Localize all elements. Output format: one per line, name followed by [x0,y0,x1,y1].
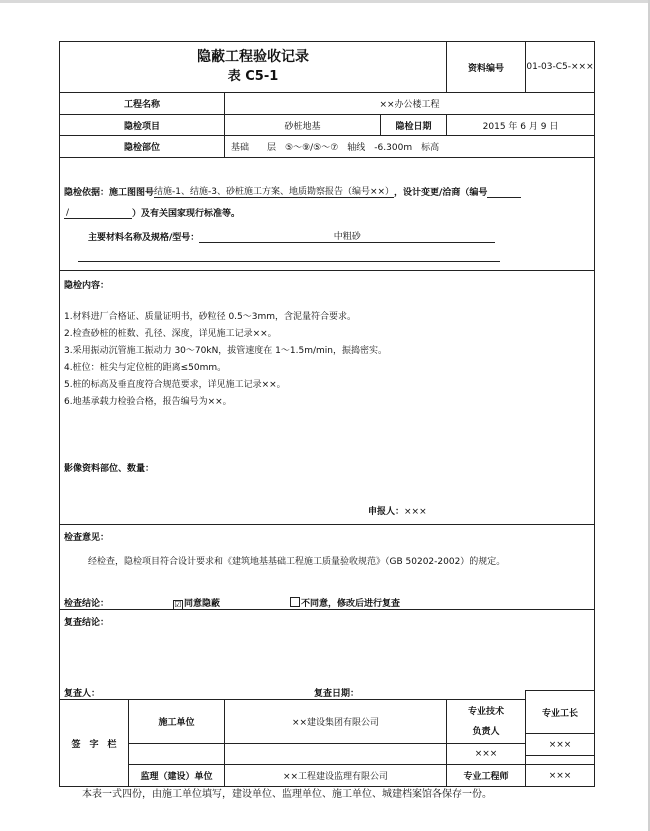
engineer-value: ××× [526,765,595,787]
opinion-label: 检查意见： [64,533,110,543]
basis-drawing-value: 结施-1、结施-3、砂桩施工方案、地质勘察报告（编号××） [154,184,394,198]
form-title-cell [60,42,447,93]
review-section [60,610,595,700]
form-title: 隐蔽工程验收记录 [197,49,309,65]
inspection-item-label: 隐检项目 [60,115,225,136]
reporter-label: 申报人： [368,507,405,517]
image-info-label: 影像资料部位、数量： [64,464,155,474]
inspection-part-label: 隐检部位 [60,136,225,158]
content-item-5: 5.桩的标高及垂直度符合规范要求，详见施工记录××。 [64,380,286,390]
acceptance-record-form [59,41,595,787]
material-label: 主要材料名称及规格/型号： [88,233,200,243]
supervision-unit-value: ××工程建设监理有限公司 [225,765,447,787]
tech-lead-label [447,700,526,744]
material-extra-line [78,261,500,262]
doc-no-label: 资料编号 [447,42,526,93]
review-date-label: 复查日期： [314,689,360,699]
foreman-value: ××× [525,733,595,756]
inspection-item-value: 砂桩地基 [225,115,381,136]
opinion-text: 经检查，隐检项目符合设计要求和《建筑地基基础工程施工质量验收规范》（GB 50202-2002）的规定。 [88,557,506,567]
construction-unit-label: 施工单位 [129,700,225,744]
footnote: 本表一式四份，由施工单位填写，建设单位、监理单位、施工单位、城建档案馆各保存一份。 [82,789,492,800]
content-item-1: 1.材料进厂合格证、质量证明书，砂粒径 0.5～3mm，含泥量符合要求。 [64,312,357,322]
content-item-3: 3.采用振动沉管施工振动力 30～70kN，拔管速度在 1～1.5m/min，振捣密实。 [64,346,387,356]
basis-change-value: / [64,208,132,219]
signature-section-label: 签 字 栏 [60,700,129,787]
doc-no-value: 01-03-C5-××× [526,42,595,93]
inspection-date-value: 2015 年 6 月 9 日 [447,115,595,136]
construction-unit-value: ××建设集团有限公司 [225,700,447,744]
conclusion-label: 检查结论： [64,599,110,609]
engineer-label: 专业工程师 [447,765,526,787]
inspection-part-value: 基础 层 ⑤～⑨/⑤～⑦ 轴线 -6.300m 标高 [225,136,595,158]
basis-section [60,158,595,271]
disagree-label: 不同意，修改后进行复查 [301,599,401,609]
basis-standard-text: ）及有关国家现行标准等。 [132,209,241,219]
supervision-unit-label: 监理（建设）单位 [129,765,225,787]
basis-change-blank [487,187,521,198]
content-item-4: 4.桩位：桩尖与定位桩的距离≤50mm。 [64,363,227,373]
disagree-checkbox[interactable] [290,597,300,607]
reviewer-label: 复查人： [64,689,101,699]
basis-change-label: ，设计变更/洽商（编号 [394,188,488,198]
content-item-2: 2.检查砂桩的桩数、孔径、深度，详见施工记录××。 [64,329,277,339]
tech-lead-label-text: 专业技术负责人 [467,706,504,737]
review-label: 复查结论： [64,618,110,628]
project-name-label: 工程名称 [60,93,225,115]
material-value: 中粗砂 [199,229,495,243]
foreman-label: 专业工长 [525,690,595,734]
tech-lead-value: ××× [447,744,526,765]
project-name-value: ××办公楼工程 [225,93,595,115]
content-label: 隐检内容： [64,281,110,291]
reporter-value: ××× [404,507,427,517]
content-item-6: 6.地基承载力检验合格，报告编号为××。 [64,397,232,407]
opinion-section [60,525,595,610]
foreman-column [525,690,594,777]
inspection-date-label: 隐检日期 [381,115,447,136]
agree-label: 同意隐蔽 [184,599,221,609]
form-subtitle: 表 C5-1 [227,69,279,84]
content-section [60,271,595,525]
construction-unit-value-cont [225,744,447,765]
basis-label: 隐检依据：施工图图号 [64,188,155,198]
page-top-edge [0,0,650,3]
agree-checkbox[interactable]: ☑ [174,600,182,609]
construction-unit-label-cont [129,744,225,765]
